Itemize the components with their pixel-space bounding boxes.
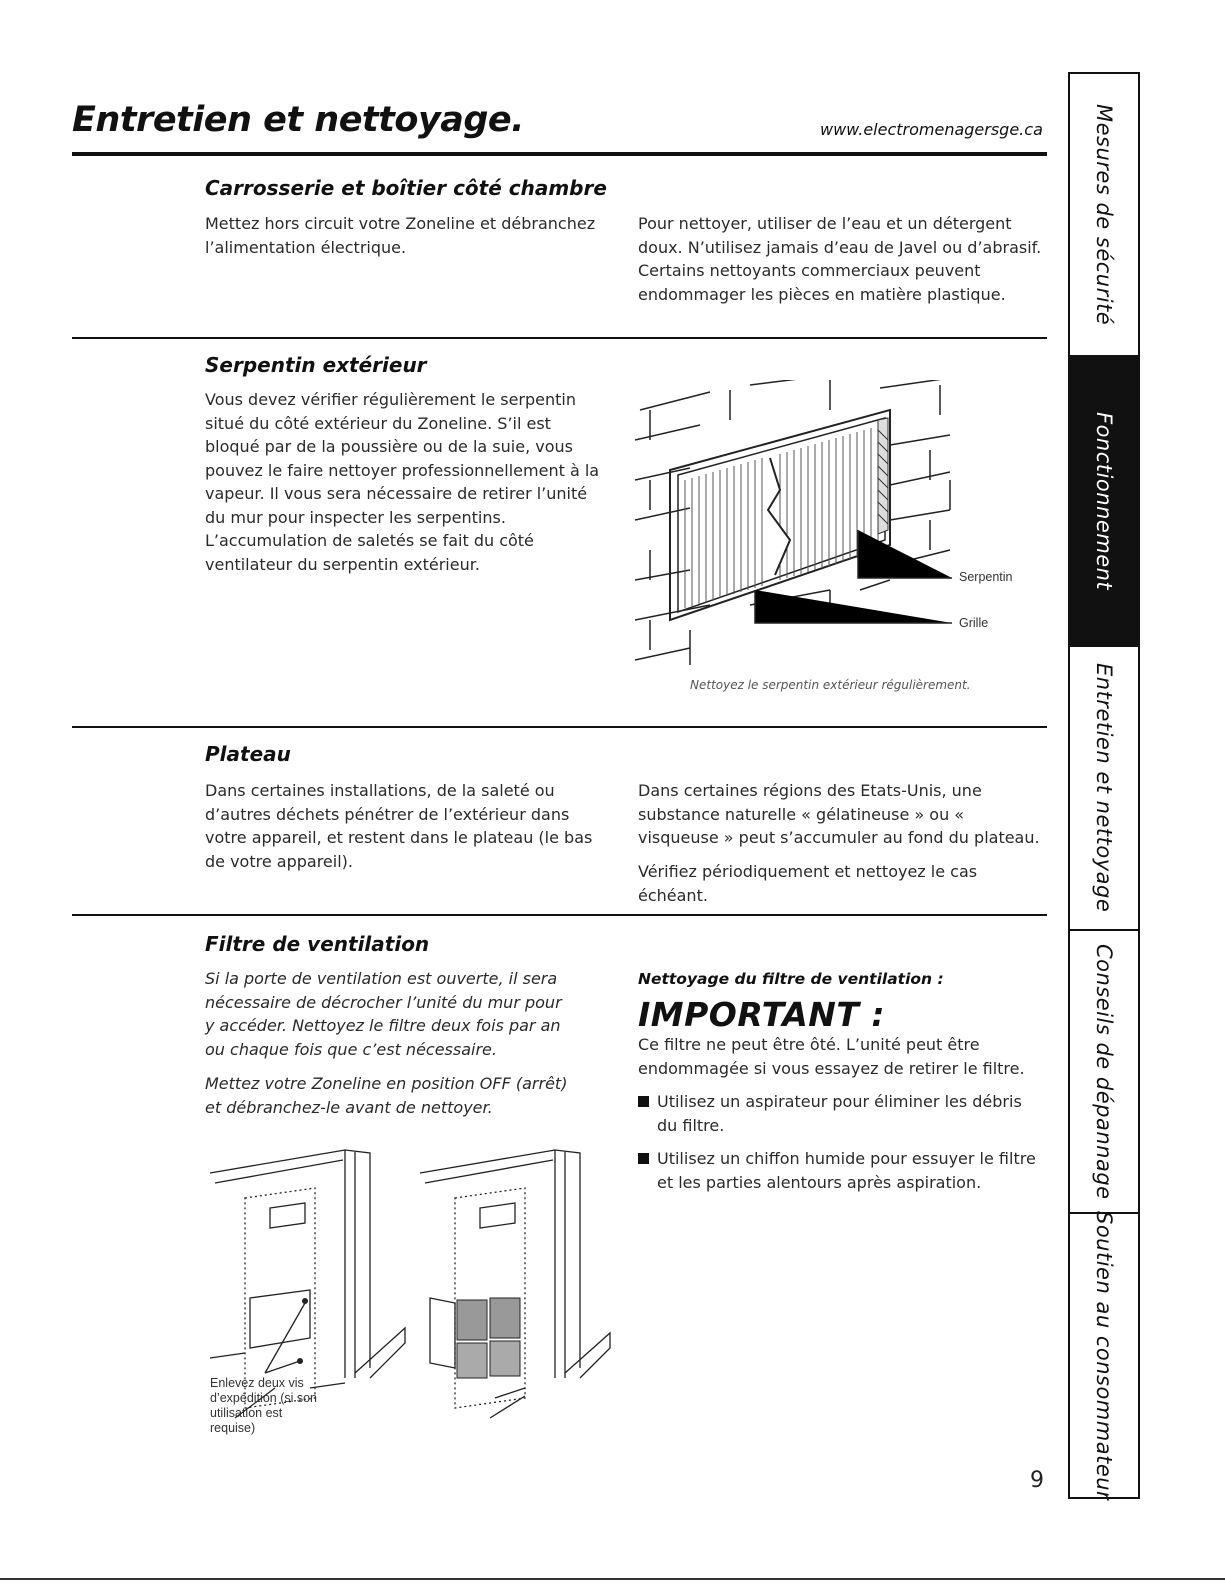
carrosserie-right-text: Pour nettoyer, utiliser de l’eau et un détergent doux. N’utilisez jamais d’eau de Javel ou d’abrasif. Certains nettoyants commerciaux peuvent endommager les pièces en matière plastique. xyxy=(638,214,1042,304)
tab-label: Mesures de sécurité xyxy=(1092,103,1116,326)
tab-fonctionnement[interactable] xyxy=(1070,357,1138,647)
section-divider xyxy=(72,726,1047,728)
filter-cleaning-subhead: Nettoyage du filtre de ventilation : xyxy=(638,970,944,988)
carrosserie-left-text: Mettez hors circuit votre Zoneline et débranchez l’alimentation électrique. xyxy=(205,214,596,257)
tab-entretien-et-nettoyage[interactable] xyxy=(1070,647,1138,931)
plateau-left-text: Dans certaines installations, de la saleté ou d’autres déchets pénétrer de l’extérieur dans votre appareil, et restent dans le plateau (le bas de votre appareil). xyxy=(205,781,593,871)
bullet-text: Utilisez un chiffon humide pour essuyer le filtre et les parties alentours après aspiration. xyxy=(657,1149,1036,1192)
section-heading-plateau: Plateau xyxy=(205,742,291,766)
page-bottom-edge xyxy=(0,1578,1225,1580)
tab-soutien-au-consommateur[interactable] xyxy=(1070,1210,1138,1501)
grille-label: Grille xyxy=(959,616,989,630)
serpentin-caption: Nettoyez le serpentin extérieur régulièrement. xyxy=(690,678,971,692)
header-rule xyxy=(72,152,1047,156)
section-heading-serpentin: Serpentin extérieur xyxy=(205,353,427,377)
plateau-check-text: Vérifiez périodiquement et nettoyez le cas échéant. xyxy=(638,862,978,905)
page-number: 9 xyxy=(1030,1468,1044,1493)
important-text: Ce filtre ne peut être ôté. L’unité peut être endommagée si vous essayez de retirer le filtre. xyxy=(638,1035,1025,1078)
page-title: Entretien et nettoyage. xyxy=(72,100,524,140)
tab-label: Soutien au consommateur xyxy=(1092,1210,1116,1501)
side-tabs xyxy=(1068,72,1140,1499)
bullet-icon xyxy=(638,1096,649,1107)
section-divider xyxy=(72,337,1047,339)
bullet-text: Utilisez un aspirateur pour éliminer les débris du filtre. xyxy=(657,1092,1022,1135)
tab-label: Fonctionnement xyxy=(1092,411,1116,591)
serpentin-text: Vous devez vérifier régulièrement le serpentin situé du côté extérieur du Zoneline. S’il est bloqué par de la poussière ou de la suie, vous pouvez le faire nettoyer professionnellement à la vapeur. Il vous sera nécessaire de retirer l’unité du mur pour inspecter les serpentins. L’accumulation de saletés se fait du côté ventilateur du serpentin extérieur. xyxy=(205,390,600,574)
tab-mesures-de-securite[interactable] xyxy=(1070,74,1138,357)
screw-removal-label: Enlevez deux vis d’expédition (si son utilisation est requise) xyxy=(210,1376,318,1435)
list-item xyxy=(638,1147,1038,1194)
list-item xyxy=(638,1090,1038,1137)
tab-label: Entretien et nettoyage xyxy=(1092,663,1116,913)
filtre-unplug-text: Mettez votre Zoneline en position OFF (arrêt) et débranchez-le avant de nettoyer. xyxy=(205,1074,568,1117)
serpentin-label: Serpentin xyxy=(959,570,1013,584)
tab-conseils-de-depannage[interactable] xyxy=(1070,931,1138,1214)
filtre-intro-text: Si la porte de ventilation est ouverte, il sera nécessaire de décrocher l’unité du mur pour y accéder. Nettoyez le filtre deux fois par an ou chaque fois que c’est nécessaire. xyxy=(205,969,562,1059)
website-url[interactable]: www.electromenagersge.ca xyxy=(820,120,1043,139)
plateau-right-text: Dans certaines régions des Etats-Unis, une substance naturelle « gélatineuse » ou « visqueuse » peut s’accumuler au fond du plateau. xyxy=(638,781,1040,847)
section-heading-filtre: Filtre de ventilation xyxy=(205,932,430,956)
important-heading: IMPORTANT : xyxy=(638,995,886,1034)
tab-label: Conseils de dépannage xyxy=(1092,943,1116,1200)
section-heading-carrosserie: Carrosserie et boîtier côté chambre xyxy=(205,176,607,200)
section-divider xyxy=(72,914,1047,916)
bullet-icon xyxy=(638,1153,649,1164)
